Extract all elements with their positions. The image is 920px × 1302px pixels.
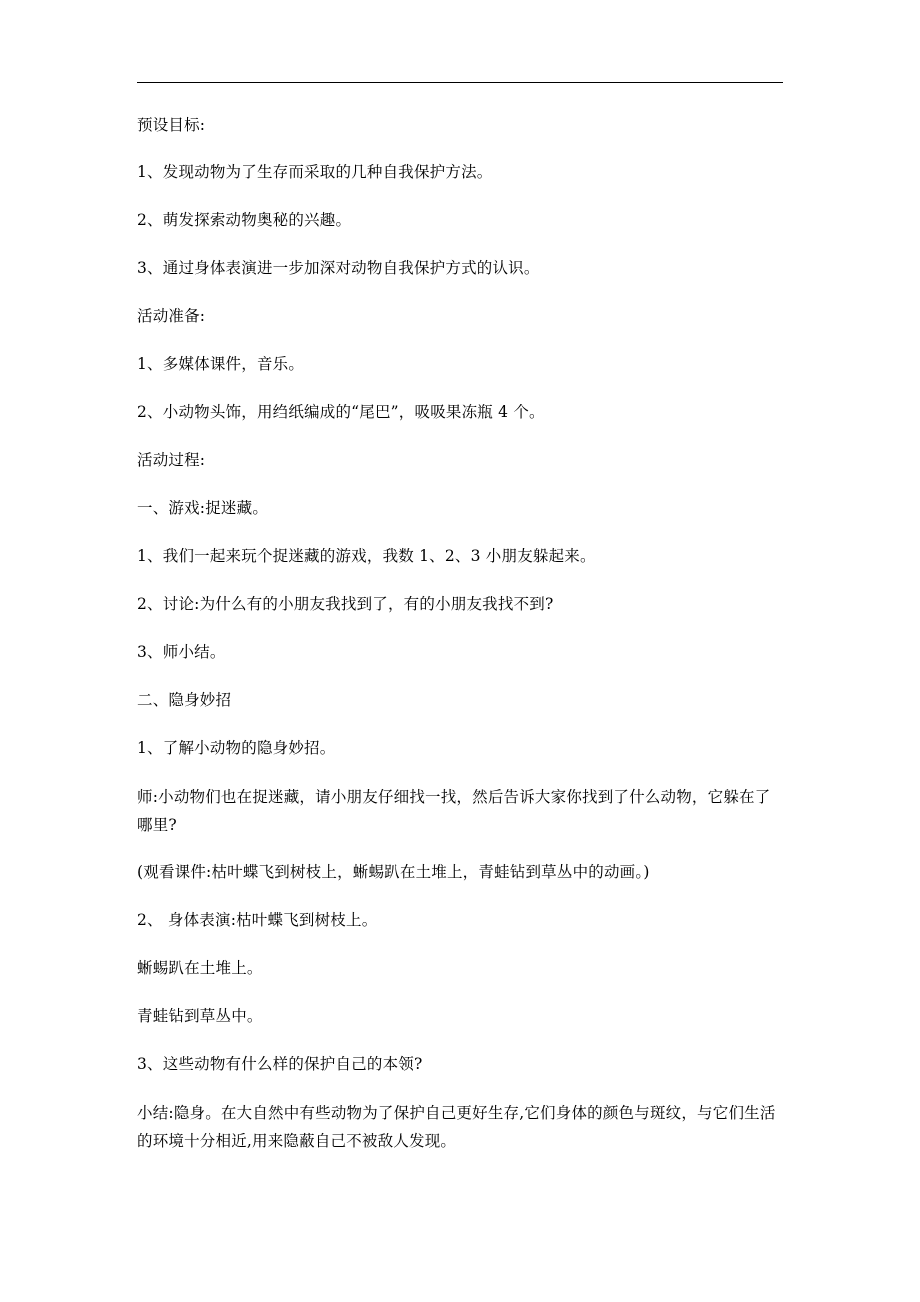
paragraph: 3、通过身体表演进一步加深对动物自我保护方式的认识。 <box>137 259 540 277</box>
paragraph: 蜥蜴趴在土堆上。 <box>137 959 263 977</box>
summary-paragraph: 小结:隐身。在大自然中有些动物为了保护自己更好生存,它们身体的颜色与斑纹，与它们生活的环境十分相近,用来隐蔽自己不被敌人发现。 <box>137 1104 776 1150</box>
section-heading-goals: 预设目标: <box>137 116 206 134</box>
paragraph: 2、萌发探索动物奥秘的兴趣。 <box>137 211 352 229</box>
paragraph: 1、发现动物为了生存而采取的几种自我保护方法。 <box>137 163 493 181</box>
paragraph: 2、 身体表演:枯叶蝶飞到树枝上。 <box>137 911 378 929</box>
paragraph: 青蛙钻到草丛中。 <box>137 1007 263 1025</box>
section-heading-preparation: 活动准备: <box>137 307 206 325</box>
paragraph: 师:小动物们也在捉迷藏，请小朋友仔细找一找，然后告诉大家你找到了什么动物，它躲在了哪里? <box>137 788 771 834</box>
section-heading-process: 活动过程: <box>137 451 206 469</box>
paragraph: 3、这些动物有什么样的保护自己的本领? <box>137 1055 423 1073</box>
paragraph: 2、小动物头饰，用绉纸编成的“尾巴”，吸吸果冻瓶 4 个。 <box>137 403 545 421</box>
paragraph: 1、了解小动物的隐身妙招。 <box>137 739 336 757</box>
subsection-heading: 二、隐身妙招 <box>137 691 232 709</box>
paragraph: 2、讨论:为什么有的小朋友我找到了，有的小朋友我找不到? <box>137 595 554 613</box>
paragraph: 1、多媒体课件，音乐。 <box>137 355 305 373</box>
paragraph: 3、师小结。 <box>137 643 226 661</box>
paragraph: (观看课件:枯叶蝶飞到树枝上，蜥蜴趴在土堆上，青蛙钻到草丛中的动画。) <box>137 863 650 881</box>
subsection-heading: 一、游戏:捉迷藏。 <box>137 499 269 517</box>
paragraph: 1、我们一起来玩个捉迷藏的游戏，我数 1、2、3 小朋友躲起来。 <box>137 547 596 565</box>
header-rule <box>137 82 783 83</box>
